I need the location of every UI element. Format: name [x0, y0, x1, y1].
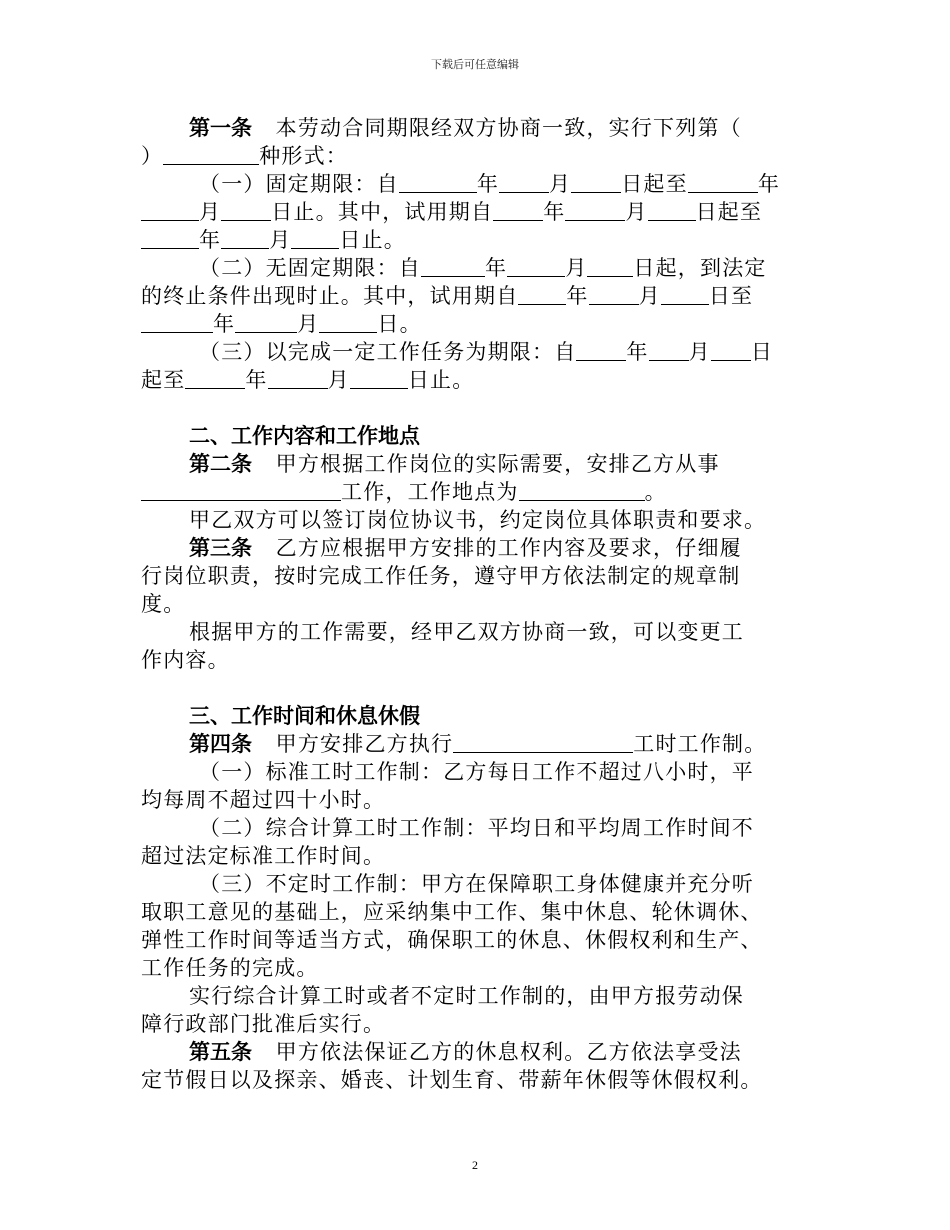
blank-month[interactable] — [589, 282, 639, 305]
text: 月 — [297, 312, 320, 336]
blank-year[interactable] — [493, 198, 543, 221]
document-body — [141, 114, 831, 1094]
article-1-line-2 — [141, 142, 831, 170]
paragraph-agreement: 甲乙双方可以签订岗位协议书，约定岗位具体职责和要求。 — [189, 508, 767, 532]
text: 日起至 — [621, 172, 688, 196]
article-4-line-1 — [141, 730, 831, 758]
blank-day[interactable] — [350, 366, 408, 389]
text: 月 — [688, 340, 711, 364]
open-term-line-1 — [141, 254, 831, 282]
article-2-line-2 — [141, 478, 831, 506]
text: 年 — [757, 172, 781, 196]
blank-day[interactable] — [587, 254, 633, 277]
text: 年 — [485, 256, 508, 280]
article-3-line-1 — [141, 534, 831, 562]
blank-work-hours-system[interactable] — [453, 730, 633, 753]
blank-month[interactable] — [235, 310, 297, 333]
text: 的终止条件出现时止。其中，试用期自 — [141, 284, 519, 308]
text: 月 — [565, 256, 588, 280]
text: 月 — [549, 172, 572, 196]
text: 日至 — [708, 284, 754, 308]
blank-month[interactable] — [141, 198, 199, 221]
text: 月 — [199, 200, 222, 224]
flexible-hours-line-1: （三）不定时工作制：甲方在保障职工身体健康并充分听 — [199, 872, 754, 896]
blank-day[interactable] — [221, 198, 271, 221]
text: 日止。 — [339, 228, 407, 252]
text: 日。 — [377, 312, 422, 336]
text: 甲方根据工作岗位的实际需要，安排乙方从事 — [275, 452, 720, 476]
text: 工时工作制。 — [633, 732, 767, 756]
article-2-line-1 — [141, 450, 831, 478]
article-5-line-1 — [141, 1038, 831, 1066]
page-number: 2 — [472, 1158, 478, 1172]
open-term-line-3 — [141, 310, 831, 338]
paragraph-change-line-2: 作内容。 — [141, 648, 230, 672]
blank-year[interactable] — [421, 254, 485, 277]
blank-year[interactable] — [185, 366, 245, 389]
blank-month[interactable] — [268, 366, 328, 389]
text: 月 — [269, 228, 292, 252]
section-3-heading: 三、工作时间和休息休假 — [189, 704, 420, 728]
flexible-hours-line-4: 工作任务的完成。 — [141, 956, 319, 980]
article-3-line-2: 行岗位职责，按时完成工作任务，遵守甲方依法制定的规章制 — [141, 564, 741, 588]
text: （三）以完成一定工作任务为期限：自 — [199, 340, 577, 364]
spacer — [141, 394, 831, 422]
blank-month[interactable] — [221, 226, 269, 249]
blank-day[interactable] — [319, 310, 377, 333]
task-term-line-2 — [141, 366, 831, 394]
blank-month[interactable] — [499, 170, 549, 193]
blank-month[interactable] — [649, 338, 689, 361]
fixed-term-line-2 — [141, 198, 831, 226]
blank-day[interactable] — [648, 198, 696, 221]
article-5-line-2: 定节假日以及探亲、婚丧、计划生育、带薪年休假等休假权利。 — [141, 1068, 763, 1092]
blank-job[interactable] — [141, 478, 341, 501]
section-2-heading: 二、工作内容和工作地点 — [189, 424, 420, 448]
standard-hours-line-2: 均每周不超过四十小时。 — [141, 788, 386, 812]
article-2-title: 第二条 — [189, 452, 252, 476]
comprehensive-hours-line-2: 超过法定标准工作时间。 — [141, 844, 386, 868]
article-3-title: 第三条 — [189, 536, 252, 560]
fixed-term-line-3 — [141, 226, 831, 254]
blank-year[interactable] — [518, 282, 566, 305]
blank-form-choice[interactable] — [163, 142, 259, 165]
flexible-hours-line-2: 取职工意见的基础上，应采纳集中工作、集中休息、轮休调休、 — [141, 900, 763, 924]
task-term-line-1 — [141, 338, 831, 366]
article-5-title: 第五条 — [189, 1040, 252, 1064]
comprehensive-hours-line-1: （二）综合计算工时工作制：平均日和平均周工作时间不 — [199, 816, 754, 840]
implementation-line-1: 实行综合计算工时或者不定时工作制的，由甲方报劳动保 — [189, 984, 744, 1008]
blank-year[interactable] — [576, 338, 626, 361]
fixed-term-line-1 — [141, 170, 831, 198]
article-1-line-1 — [141, 114, 831, 142]
implementation-line-2: 障行政部门批准后实行。 — [141, 1012, 386, 1036]
text: （二）无固定期限：自 — [199, 256, 421, 280]
blank-month[interactable] — [565, 198, 625, 221]
flexible-hours-line-3: 弹性工作时间等适当方式，确保职工的休息、休假权利和生产、 — [141, 928, 763, 952]
text: 年 — [626, 340, 649, 364]
blank-day[interactable] — [291, 226, 339, 249]
text: 乙方应根据甲方安排的工作内容及要求，仔细履 — [275, 536, 742, 560]
blank-month[interactable] — [507, 254, 565, 277]
text: 甲方安排乙方执行 — [275, 732, 454, 756]
text: 日起至 — [695, 200, 763, 224]
text: 日起，到法定 — [633, 256, 767, 280]
blank-day[interactable] — [571, 170, 621, 193]
text: 。 — [644, 480, 667, 504]
text: 工作，工作地点为 — [341, 480, 519, 504]
blank-year[interactable] — [141, 310, 213, 333]
text: 日 — [750, 340, 774, 364]
text: 年 — [566, 284, 589, 308]
text: ） — [141, 144, 164, 168]
blank-day[interactable] — [661, 282, 709, 305]
text: 日止。 — [407, 368, 475, 392]
text: 年 — [213, 312, 236, 336]
standard-hours-line-1: （一）标准工时工作制：乙方每日工作不超过八小时，平 — [199, 760, 754, 784]
text: 年 — [199, 228, 222, 252]
article-1-text: 本劳动合同期限经双方协商一致，实行下列第（ — [275, 116, 742, 140]
text: 月 — [638, 284, 661, 308]
text: 年 — [476, 172, 500, 196]
page-header: 下载后可任意编辑 — [431, 58, 519, 71]
blank-day[interactable] — [711, 338, 751, 361]
text: 月 — [327, 368, 350, 392]
blank-year[interactable] — [141, 226, 199, 249]
text: 年 — [543, 200, 566, 224]
blank-year[interactable] — [399, 170, 477, 193]
paragraph-change-line-1: 根据甲方的工作需要，经甲乙双方协商一致，可以变更工 — [189, 620, 744, 644]
text: （一）固定期限：自 — [199, 172, 399, 196]
text: 月 — [625, 200, 648, 224]
open-term-line-2 — [141, 282, 831, 310]
blank-year[interactable] — [688, 170, 758, 193]
text: 种形式： — [259, 144, 349, 168]
article-3-line-3: 度。 — [141, 592, 186, 616]
text: 日止。其中，试用期自 — [271, 200, 494, 224]
text: 年 — [245, 368, 268, 392]
text: 甲方依法保证乙方的休息权利。乙方依法享受法 — [275, 1040, 742, 1064]
article-4-title: 第四条 — [189, 732, 252, 756]
blank-location[interactable] — [519, 478, 645, 501]
text: 起至 — [141, 368, 186, 392]
spacer — [141, 674, 831, 702]
article-1-title: 第一条 — [189, 116, 252, 140]
